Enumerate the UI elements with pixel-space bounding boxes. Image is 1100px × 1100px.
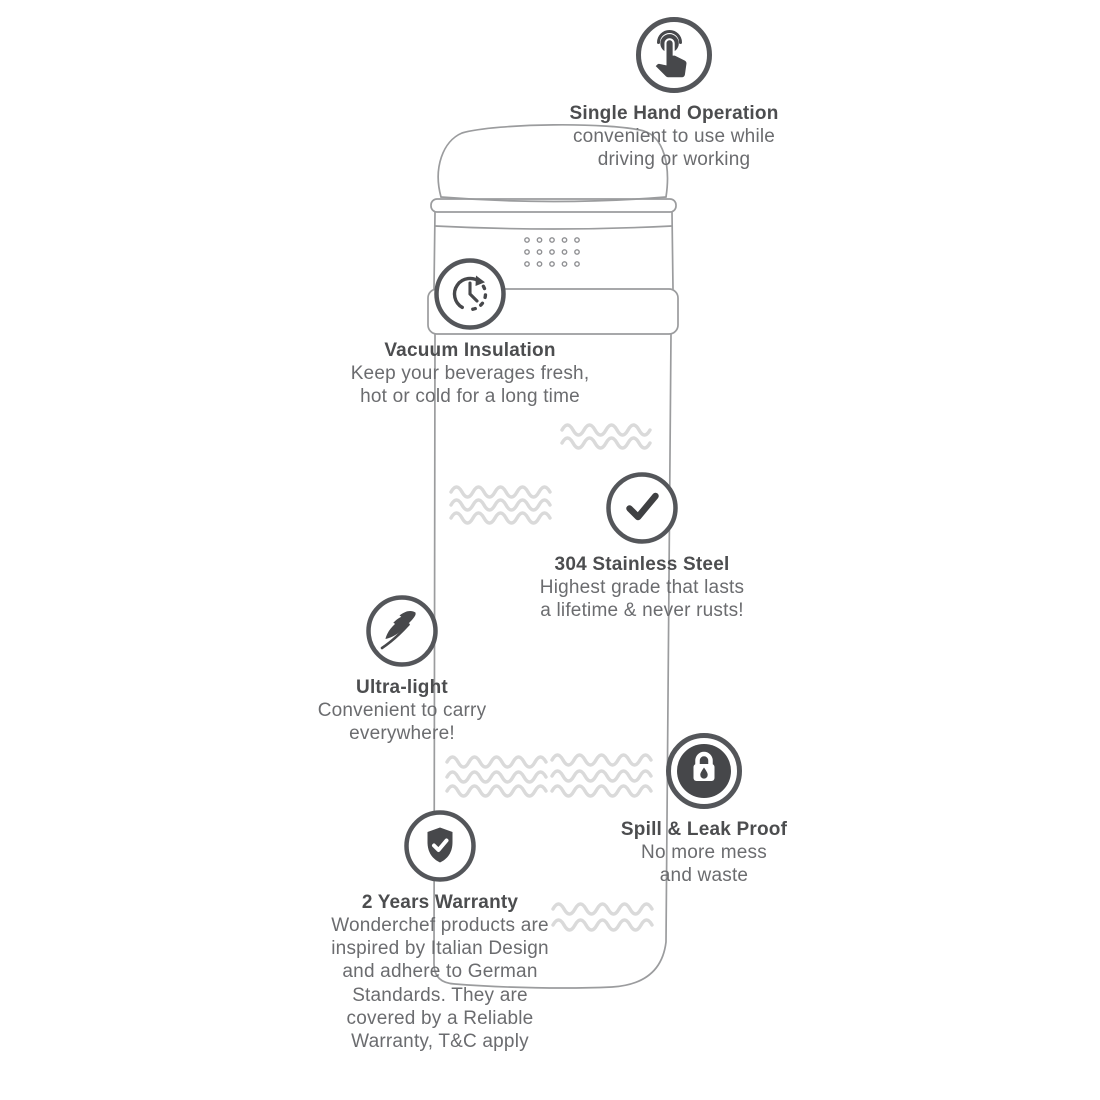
feature-text-line: covered by a Reliable	[346, 1007, 534, 1029]
feature-text-line: inspired by Italian Design	[331, 938, 549, 960]
feature-text-line: Keep your beverages fresh,	[350, 363, 590, 384]
feature-ultra-light	[242, 593, 562, 745]
padlock-icon	[664, 731, 744, 811]
touch-hand-icon	[634, 15, 714, 95]
feature-single-hand-operation	[514, 15, 834, 171]
clock-duration-icon	[432, 256, 508, 332]
feature-text-line: Standards. They are	[352, 984, 528, 1006]
feature-title: Ultra-light	[356, 677, 448, 698]
feature-text-line: hot or cold for a long time	[360, 386, 580, 408]
feature-text-line: Wonderchef products are	[331, 915, 549, 936]
feather-icon	[364, 593, 440, 669]
feature-two-years-warranty	[280, 808, 600, 1053]
feature-text-line: Highest grade that lasts	[539, 577, 745, 598]
feature-text-line: driving or working	[597, 149, 751, 171]
feature-text-line: a lifetime & never rusts!	[540, 600, 744, 622]
feature-text-line: convenient to use while	[572, 126, 776, 147]
feature-text-line: Convenient to carry	[317, 700, 487, 721]
feature-title: 2 Years Warranty	[361, 892, 519, 913]
feature-title: 304 Stainless Steel	[554, 554, 730, 575]
feature-title: Single Hand Operation	[569, 103, 779, 124]
feature-text-line: and waste	[659, 865, 749, 887]
feature-vacuum-insulation	[310, 256, 630, 408]
feature-title: Spill & Leak Proof	[620, 819, 788, 840]
feature-text-line: Warranty, T&C apply	[351, 1031, 529, 1053]
checkmark-icon	[604, 470, 680, 546]
feature-title: Vacuum Insulation	[384, 340, 556, 361]
shield-check-icon	[402, 808, 478, 884]
bottle-cap-ring	[431, 199, 676, 212]
feature-text-line: and adhere to German	[342, 961, 538, 983]
feature-text-line: everywhere!	[349, 723, 455, 745]
feature-text-line: No more mess	[641, 842, 767, 863]
